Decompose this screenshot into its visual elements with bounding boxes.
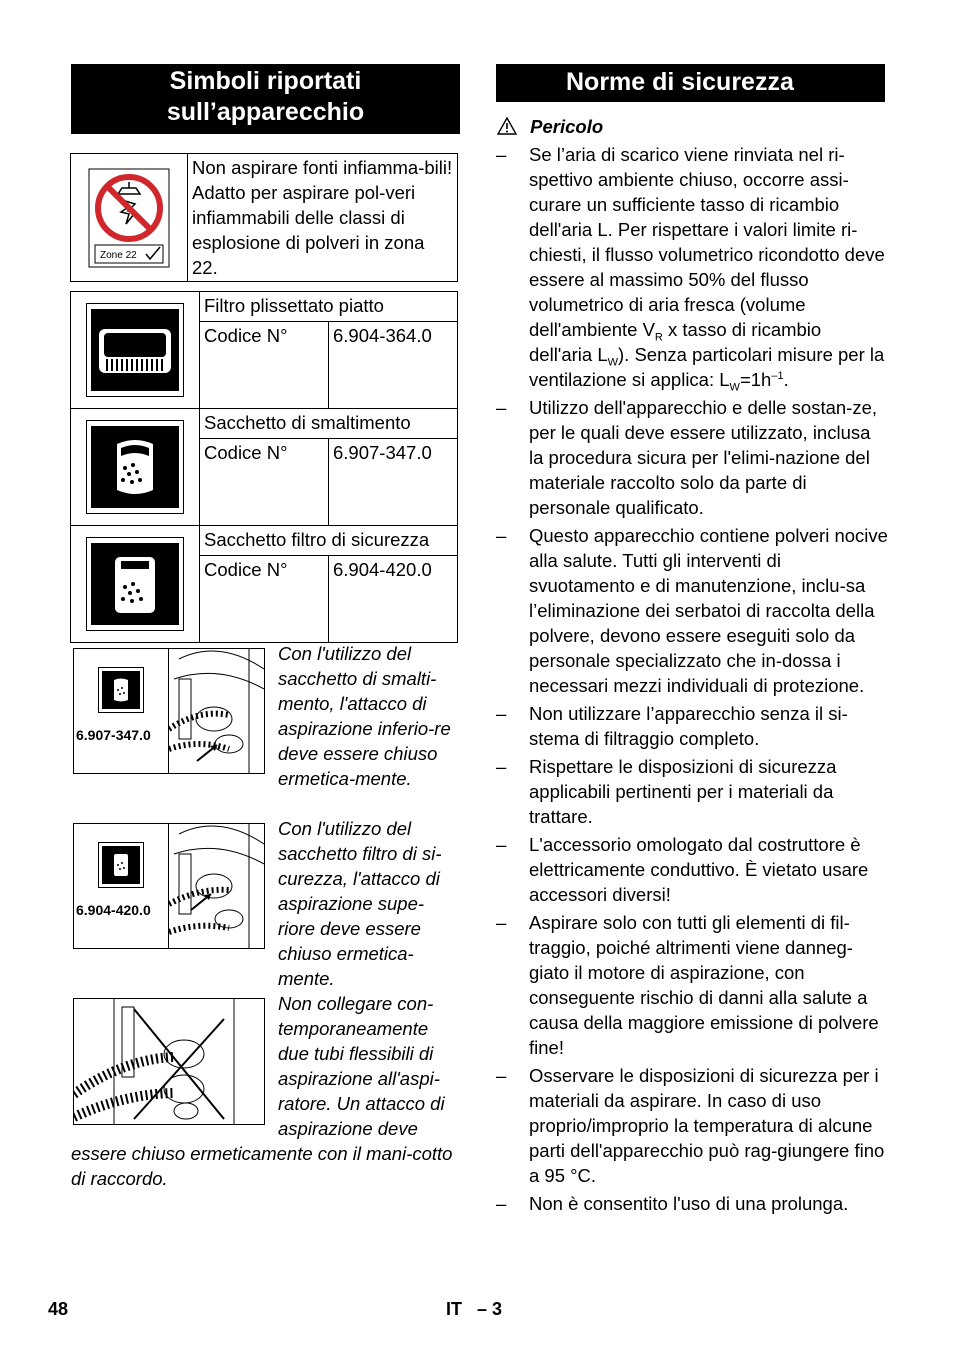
accessory-code: 6.904-420.0 (329, 556, 458, 643)
accessory-code-label: Codice N° (200, 556, 329, 643)
figure-caption: Con l'utilizzo del sacchetto di smalti-mento, l'attacco di aspirazione inferio-re deve essere chiuso ermetica-mente. (278, 643, 451, 789)
no-ignition-sources-icon (88, 168, 170, 268)
figure-code: 6.907-347.0 (76, 727, 151, 743)
accessories-table (70, 291, 458, 643)
left-heading-line1: Simboli riportati (169, 67, 362, 95)
left-heading (71, 64, 460, 134)
figure-caption: Con l'utilizzo del sacchetto filtro di si-curezza, l'attacco di aspirazione supe-riore deve essere chiuso ermetica-mente. (278, 818, 442, 989)
accessory-name: Sacchetto di smaltimento (200, 409, 458, 439)
accessory-name: Filtro plissettato piatto (200, 292, 458, 322)
safety-rule-item: – Non utilizzare l’apparecchio senza il si-stema di filtraggio completo. (496, 701, 888, 751)
safety-rule-item: – L'accessorio omologato dal costruttore è elettricamente conduttivo. È vietato usare accessori diversi! (496, 832, 888, 907)
warning-table (70, 153, 458, 282)
safety-rule-item: – Utilizzo dell'apparecchio e delle sostan-ze, per le quali deve essere utilizzato, inclusa la procedura sicura per l'elimi-nazione del materiale raccolto solo da parte di personale qualificato. (496, 395, 888, 520)
figure-two-hoses-forbidden (73, 998, 265, 1125)
safety-filter-bag-icon (106, 850, 136, 880)
page-number: 48 (48, 1299, 69, 1319)
left-heading-line2: sull’apparecchio (166, 98, 365, 126)
safety-rules-list (496, 142, 888, 1219)
vacuum-inlet-drawing (169, 824, 264, 948)
figure-safety-filter-bag (73, 823, 265, 949)
figure-disposal-bag (73, 648, 265, 774)
disposal-bag-icon (95, 432, 175, 502)
footer-lang: IT (446, 1299, 462, 1319)
note-full-text: essere chiuso ermeticamente con il mani-cotto di raccordo. (71, 1143, 453, 1189)
accessory-icon-cell (71, 526, 200, 643)
two-hoses-crossed-out-drawing (74, 999, 264, 1124)
safety-rule-item: – Se l’aria di scarico viene rinviata nel ri-spettivo ambiente chiuso, occorre assi-curare un sufficiente tasso di ricambio dell'aria L. Per rispettare i valori limite ri-chiesti, il flusso volumetrico ricondotto deve essere al massimo 50% del flusso volumetrico di aria fresca (volume dell'ambiente $V_R$ x tasso di ricambio dell'aria $L_W$). Senza particolari misure per la ventilazione si applica: $L_W=1h^{-1}$. (496, 142, 888, 392)
footer-section: – 3 (477, 1299, 503, 1319)
zone-label: Zone 22 (100, 249, 137, 261)
safety-rule-item: – Rispettare le disposizioni di sicurezza applicabili pertinenti per i materiali da trattare. (496, 754, 888, 829)
safety-filter-bag-icon (95, 549, 175, 619)
safety-rule-item: – Non è consentito l'uso di una prolunga. (496, 1191, 888, 1216)
accessory-name: Sacchetto filtro di sicurezza (200, 526, 458, 556)
right-heading: Norme di sicurezza (496, 64, 885, 102)
danger-label: Pericolo (530, 116, 604, 137)
accessory-code: 6.904-364.0 (329, 322, 458, 409)
accessory-code-label: Codice N° (200, 322, 329, 409)
safety-rule-item: – Questo apparecchio contiene polveri nocive alla salute. Tutti gli interventi di svuotamento e di manutenzione, inclu-sa l’eliminazione dei serbatoi di raccolta della polvere, devono essere eseguiti solo da personale specializzato che in-dossa i necessari mezzi individuali di protezione. (496, 523, 888, 698)
safety-rule-item: – Osservare le disposizioni di sicurezza per i materiali da aspirare. In caso di uso proprio/improprio la temperatura di alcune parti dell'apparecchio può rag-giungere fino a 95 °C. (496, 1063, 888, 1188)
note-side-text: Non collegare con-temporaneamente due tubi flessibili di aspirazione all'aspi-ratore. Un attacco di aspirazione deve (278, 993, 445, 1139)
accessory-icon-cell (71, 292, 200, 409)
warning-triangle-icon (497, 117, 517, 135)
vacuum-inlet-drawing (169, 649, 264, 773)
warning-icon-cell (71, 154, 188, 282)
warning-text: Non aspirare fonti infiamma-bili! Adatto per aspirare pol-veri infiammabili delle classi di esplosione di polveri in zona 22. (188, 154, 458, 282)
footer-language (446, 1299, 502, 1320)
danger-heading (497, 114, 603, 139)
figure-code: 6.904-420.0 (76, 902, 151, 918)
flat-pleated-filter-icon (95, 315, 175, 385)
accessory-icon-cell (71, 409, 200, 526)
disposal-bag-icon (106, 675, 136, 705)
accessory-code: 6.907-347.0 (329, 439, 458, 526)
safety-rule-item: – Aspirare solo con tutti gli elementi di fil-traggio, poiché altrimenti viene danneg-giato il motore di aspirazione, con conseguente rischio di danni alla salute a causa della maggiore emissione di polvere fine! (496, 910, 888, 1060)
accessory-code-label: Codice N° (200, 439, 329, 526)
